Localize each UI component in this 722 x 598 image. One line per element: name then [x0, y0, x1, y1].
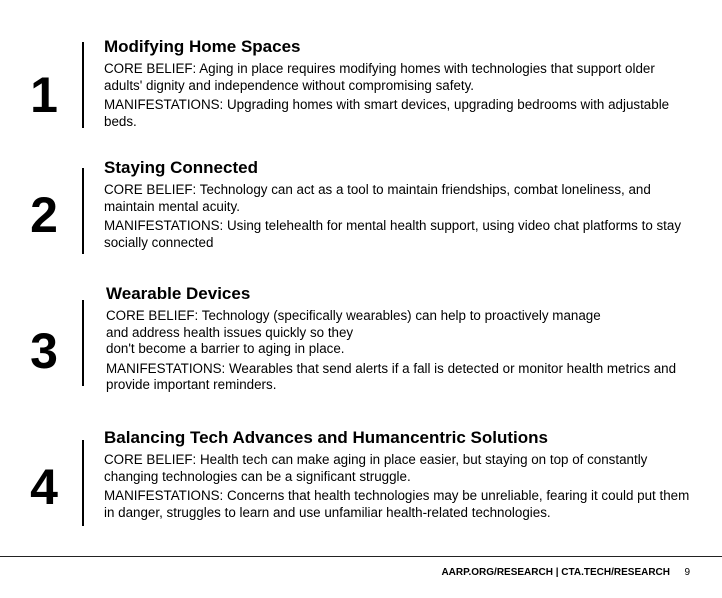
core-belief-text: CORE BELIEF: Technology (specifically wearables) can help to proactively manage and address health issues quickly so they don't become a barrier to aging in place.: [106, 308, 601, 356]
section-number: 4: [30, 459, 58, 515]
core-belief-text: CORE BELIEF: Aging in place requires modifying homes with technologies that support older adults' dignity and independence without compromising safety.: [104, 61, 655, 93]
footer-divider: [0, 556, 722, 557]
core-belief-text: CORE BELIEF: Health tech can make aging in place easier, but staying on top of constantly changing technologies can be a significant struggle.: [104, 452, 648, 484]
manifestations-text: MANIFESTATIONS: Wearables that send alerts if a fall is detected or monitor health metrics and provide important reminders.: [106, 360, 677, 392]
section-title: Wearable Devices: [106, 284, 251, 303]
section-content: [104, 158, 694, 254]
section-number: 1: [30, 67, 58, 123]
footer-source: AARP.ORG/RESEARCH | CTA.TECH/RESEARCH: [441, 567, 670, 578]
section-content: [104, 428, 694, 524]
manifestations-text: MANIFESTATIONS: Concerns that health technologies may be unreliable, fearing it could put them in danger, struggles to learn and use unfamiliar health-related technologies.: [104, 488, 690, 520]
section-title: Staying Connected: [104, 158, 258, 177]
section-content: [106, 284, 696, 397]
section-number: 3: [30, 323, 58, 379]
section-divider: [82, 300, 84, 386]
section-number: 2: [30, 187, 58, 243]
manifestations-text: MANIFESTATIONS: Using telehealth for mental health support, using video chat platforms to stay socially connected: [104, 218, 682, 250]
manifestations-text: MANIFESTATIONS: Upgrading homes with smart devices, upgrading bedrooms with adjustable beds.: [104, 97, 670, 129]
section-divider: [82, 440, 84, 526]
section-divider: [82, 168, 84, 254]
section-title: Balancing Tech Advances and Humancentric Solutions: [104, 428, 548, 447]
section-title: Modifying Home Spaces: [104, 37, 301, 56]
section-divider: [82, 42, 84, 128]
page-number: 9: [684, 567, 690, 578]
section-content: [104, 37, 694, 133]
core-belief-text: CORE BELIEF: Technology can act as a tool to maintain friendships, combat loneliness, and maintain mental acuity.: [104, 182, 651, 214]
